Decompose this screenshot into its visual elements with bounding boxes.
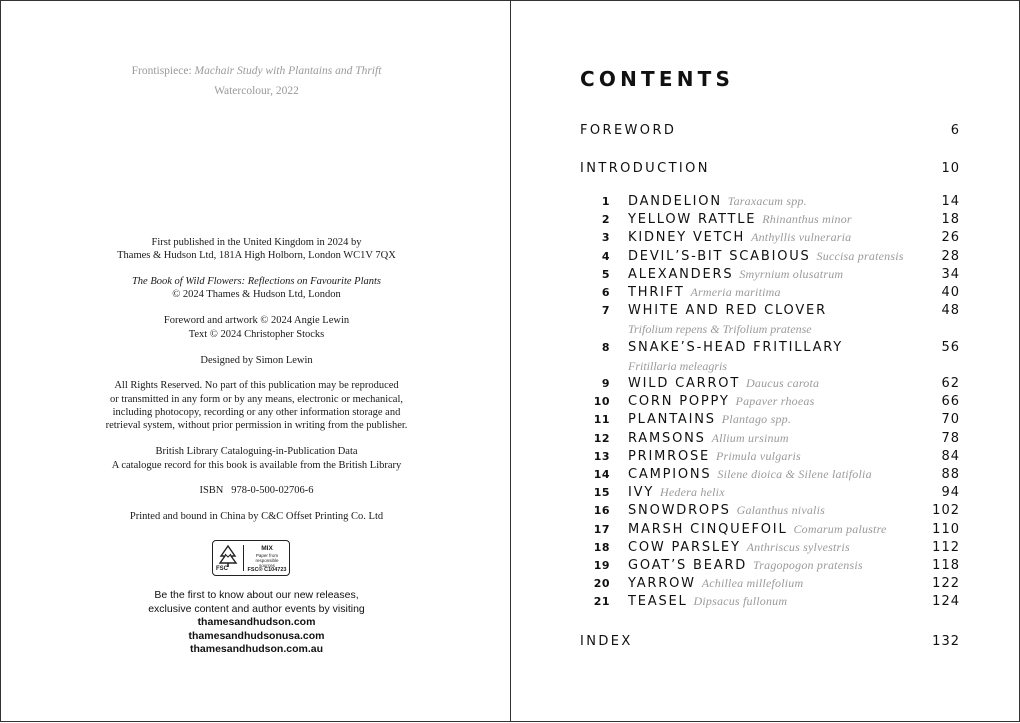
chapter-number: 7 bbox=[601, 304, 610, 318]
credits bbox=[1, 314, 512, 341]
contents-page bbox=[510, 0, 1020, 722]
copyright-line: © 2024 Thames & Hudson Ltd, London bbox=[172, 289, 341, 301]
chapter-common-name: COW PARSLEY bbox=[628, 539, 741, 555]
chapter-number: 18 bbox=[593, 540, 610, 554]
fsc-label bbox=[212, 540, 290, 576]
fsc-divider bbox=[243, 545, 244, 571]
chapter-title bbox=[628, 412, 791, 427]
cip-data bbox=[1, 445, 512, 472]
promo-line-2: exclusive content and author events by visiting bbox=[148, 602, 365, 615]
toc-chapter[interactable] bbox=[580, 467, 960, 485]
toc-foreword[interactable] bbox=[580, 123, 960, 138]
isbn: ISBN 978-0-500-02706-6 bbox=[199, 485, 314, 497]
chapter-common-name: TEASEL bbox=[628, 594, 688, 610]
chapter-latin-name: Rhinanthus minor bbox=[762, 212, 852, 227]
frontispiece-title: Machair Study with Plantains and Thrift bbox=[194, 65, 382, 77]
chapter-number: 4 bbox=[601, 249, 610, 263]
chapter-page: 70 bbox=[941, 412, 960, 428]
chapter-page: 28 bbox=[941, 248, 960, 264]
chapter-page: 14 bbox=[941, 194, 960, 209]
chapter-page: 110 bbox=[932, 521, 960, 537]
chapter-number: 6 bbox=[601, 286, 610, 299]
website-link: thamesandhudson.com bbox=[197, 616, 316, 628]
chapter-common-name: PRIMROSE bbox=[628, 448, 711, 464]
toc-chapter[interactable] bbox=[580, 249, 960, 267]
toc-introduction-page: 10 bbox=[941, 161, 960, 176]
toc-chapter[interactable] bbox=[580, 576, 960, 594]
first-published bbox=[1, 236, 512, 263]
chapter-page: 62 bbox=[941, 376, 960, 391]
chapter-latin-name: Allium ursinum bbox=[711, 430, 789, 445]
chapter-title bbox=[628, 503, 825, 518]
chapter-page: 94 bbox=[941, 485, 960, 501]
chapter-latin-name: Fritillaria meleagris bbox=[628, 358, 727, 373]
toc-index-label: INDEX bbox=[580, 634, 633, 649]
chapter-page: 26 bbox=[941, 230, 960, 246]
foreword-credit: Foreword and artwork © 2024 Angie Lewin bbox=[163, 315, 350, 327]
chapter-page: 118 bbox=[932, 558, 960, 573]
chapter-common-name: SNOWDROPS bbox=[628, 503, 731, 519]
toc-chapter[interactable] bbox=[580, 376, 960, 394]
chapter-title bbox=[628, 285, 781, 300]
chapter-title bbox=[628, 212, 852, 227]
chapter-title bbox=[628, 449, 801, 464]
rights-line-3: including photocopy, recording or any other information storage and bbox=[112, 407, 401, 419]
toc-chapter[interactable] bbox=[580, 485, 960, 503]
chapter-common-name: PLANTAINS bbox=[628, 412, 716, 428]
contents-title: CONTENTS bbox=[580, 67, 735, 91]
frontispiece-prefix: Frontispiece: bbox=[131, 65, 195, 77]
toc-introduction[interactable] bbox=[580, 161, 960, 176]
chapter-number: 20 bbox=[593, 577, 610, 591]
chapter-common-name: SNAKE’S-HEAD FRITILLARY bbox=[628, 339, 844, 355]
first-published-line-2: Thames & Hudson Ltd, 181A High Holborn, London WC1V 7QX bbox=[117, 250, 396, 262]
chapter-page: 84 bbox=[941, 448, 960, 464]
chapter-latin-name: Daucus carota bbox=[746, 376, 820, 390]
chapter-page: 78 bbox=[941, 430, 960, 446]
designer-credit: Designed by Simon Lewin bbox=[200, 354, 313, 366]
frontispiece-title-line bbox=[1, 61, 512, 81]
chapter-title bbox=[628, 522, 887, 537]
chapter-latin-name: Taraxacum spp. bbox=[727, 194, 807, 208]
promo-line-1: Be the first to know about our new releases, bbox=[154, 589, 359, 601]
cip-line-1: British Library Cataloguing-in-Publication Data bbox=[155, 446, 358, 458]
chapter-common-name: THRIFT bbox=[628, 285, 685, 300]
chapter-latin-name: Smyrnium olusatrum bbox=[739, 266, 844, 281]
fsc-code: FSC® C104723 bbox=[247, 567, 287, 573]
chapter-latin-name: Achillea millefolium bbox=[701, 576, 804, 591]
chapter-latin-name: Papaver rhoeas bbox=[735, 394, 815, 409]
chapter-latin-name: Anthriscus sylvestris bbox=[746, 539, 850, 554]
chapter-title bbox=[628, 576, 803, 591]
book-copyright bbox=[1, 275, 512, 302]
chapter-number: 5 bbox=[601, 267, 610, 281]
chapter-page: 18 bbox=[941, 212, 960, 228]
toc-foreword-label: FOREWORD bbox=[580, 123, 677, 138]
toc-introduction-label: INTRODUCTION bbox=[580, 161, 710, 176]
chapter-latin-name: Armeria maritima bbox=[690, 285, 781, 299]
rights-line-4: retrieval system, without prior permission in writing from the publisher. bbox=[105, 420, 408, 432]
chapter-latin-name: Galanthus nivalis bbox=[736, 503, 825, 518]
toc-chapter[interactable] bbox=[580, 303, 960, 321]
toc-chapter[interactable] bbox=[580, 431, 960, 449]
chapter-common-name: CAMPIONS bbox=[628, 467, 712, 482]
chapter-title bbox=[628, 376, 819, 391]
fsc-mark: FSC bbox=[216, 566, 228, 572]
toc-chapter[interactable] bbox=[580, 394, 960, 412]
website-link-usa: thamesandhudsonusa.com bbox=[188, 629, 325, 642]
chapter-common-name: WHITE AND RED CLOVER bbox=[628, 303, 827, 319]
toc-chapter[interactable] bbox=[580, 449, 960, 467]
chapter-common-name: IVY bbox=[628, 485, 655, 501]
chapter-title bbox=[628, 267, 843, 282]
rights-line-1: All Rights Reserved. No part of this publication may be reproduced bbox=[114, 380, 399, 392]
imprint-block bbox=[1, 236, 512, 536]
promo-block bbox=[1, 589, 512, 657]
chapter-page: 56 bbox=[941, 339, 960, 355]
chapter-number: 2 bbox=[601, 213, 610, 227]
toc-chapter[interactable] bbox=[580, 540, 960, 558]
chapter-number: 10 bbox=[593, 395, 610, 409]
chapter-number: 1 bbox=[601, 195, 610, 208]
chapter-common-name: YARROW bbox=[628, 576, 696, 592]
chapter-number: 3 bbox=[601, 231, 610, 245]
chapter-title bbox=[628, 540, 850, 555]
chapter-title bbox=[628, 431, 789, 446]
chapter-title bbox=[628, 249, 904, 264]
toc-chapter[interactable] bbox=[580, 594, 960, 612]
chapter-number: 21 bbox=[593, 595, 610, 609]
fsc-mix: MIX bbox=[261, 545, 273, 552]
toc-chapter[interactable] bbox=[580, 558, 960, 576]
chapter-latin-name: Plantago spp. bbox=[721, 412, 792, 427]
toc-chapter[interactable] bbox=[580, 503, 960, 521]
chapter-title bbox=[628, 394, 814, 409]
chapter-page: 122 bbox=[932, 576, 960, 592]
chapter-common-name: DEVIL’S-BIT SCABIOUS bbox=[628, 248, 811, 264]
chapter-latin-name: Silene dioica & Silene latifolia bbox=[717, 467, 872, 481]
chapter-common-name: WILD CARROT bbox=[628, 376, 741, 391]
chapter-title bbox=[628, 303, 827, 318]
frontispiece-medium: Watercolour, 2022 bbox=[214, 85, 299, 97]
chapter-title bbox=[628, 467, 872, 482]
printed-in: Printed and bound in China by C&C Offset Printing Co. Ltd bbox=[129, 511, 384, 523]
chapter-number: 13 bbox=[593, 449, 610, 463]
fsc-sub: Paper from responsible sources bbox=[255, 553, 279, 568]
chapter-page: 124 bbox=[932, 594, 960, 610]
chapter-page: 102 bbox=[932, 503, 960, 519]
chapter-number: 15 bbox=[593, 486, 610, 500]
chapter-latin-name: Comarum palustre bbox=[793, 521, 887, 536]
chapter-page: 34 bbox=[941, 266, 960, 282]
chapter-common-name: GOAT’S BEARD bbox=[628, 558, 748, 573]
toc-chapter[interactable] bbox=[580, 285, 960, 303]
toc-chapter[interactable] bbox=[580, 522, 960, 540]
chapter-common-name: KIDNEY VETCH bbox=[628, 230, 746, 246]
chapter-common-name: YELLOW RATTLE bbox=[628, 212, 757, 228]
first-published-line-1: First published in the United Kingdom in 2024 by bbox=[151, 237, 362, 248]
chapter-title bbox=[628, 340, 843, 355]
chapter-latin-name: Primula vulgaris bbox=[716, 448, 801, 463]
chapter-page: 88 bbox=[941, 467, 960, 482]
chapter-common-name: RAMSONS bbox=[628, 430, 706, 446]
chapter-common-name: ALEXANDERS bbox=[628, 266, 734, 282]
chapter-number: 9 bbox=[601, 377, 610, 390]
toc-index-page: 132 bbox=[932, 634, 960, 649]
chapter-title bbox=[628, 485, 725, 500]
chapter-title bbox=[628, 594, 787, 609]
chapter-latin-name: Tragopogon pratensis bbox=[753, 558, 863, 572]
chapter-number: 8 bbox=[601, 340, 610, 354]
book-title: The Book of Wild Flowers: Reflections on Favourite Plants bbox=[131, 276, 382, 288]
chapter-page: 66 bbox=[941, 394, 960, 410]
chapter-latin-name: Hedera helix bbox=[660, 485, 725, 500]
chapter-latin-name: Dipsacus fullonum bbox=[693, 594, 788, 609]
chapter-page: 48 bbox=[941, 303, 960, 319]
chapter-common-name: MARSH CINQUEFOIL bbox=[628, 521, 788, 537]
rights-notice bbox=[1, 379, 512, 432]
chapter-title bbox=[628, 194, 807, 209]
chapter-page: 112 bbox=[932, 539, 960, 555]
chapter-number: 17 bbox=[593, 522, 610, 536]
toc-foreword-page: 6 bbox=[950, 123, 960, 138]
chapter-common-name: CORN POPPY bbox=[628, 394, 730, 410]
chapter-latin-name: Trifolium repens & Trifolium pratense bbox=[628, 322, 812, 337]
chapter-title bbox=[628, 558, 863, 573]
cip-line-2: A catalogue record for this book is available from the British Library bbox=[111, 459, 402, 471]
toc-chapter[interactable] bbox=[580, 212, 960, 230]
frontispiece-caption bbox=[1, 61, 512, 101]
chapter-common-name: DANDELION bbox=[628, 194, 722, 209]
chapter-number: 12 bbox=[593, 431, 610, 445]
website-link-au: thamesandhudson.com.au bbox=[189, 643, 324, 655]
chapter-page: 40 bbox=[941, 285, 960, 300]
toc-index[interactable] bbox=[580, 634, 960, 649]
toc-chapter[interactable] bbox=[580, 340, 960, 358]
chapter-latin-name: Anthyllis vulneraria bbox=[751, 230, 852, 245]
chapter-number: 11 bbox=[593, 413, 610, 427]
toc-chapter[interactable] bbox=[580, 412, 960, 430]
toc-chapter[interactable] bbox=[580, 267, 960, 285]
chapter-number: 16 bbox=[593, 504, 610, 518]
rights-line-2: or transmitted in any form or by any means, electronic or mechanical, bbox=[109, 393, 404, 405]
toc-chapter[interactable] bbox=[580, 230, 960, 248]
toc-chapter[interactable] bbox=[580, 194, 960, 212]
chapter-latin-name: Succisa pratensis bbox=[816, 248, 904, 263]
chapter-title bbox=[628, 230, 851, 245]
text-credit: Text © 2024 Christopher Stocks bbox=[188, 328, 325, 340]
chapter-number: 14 bbox=[593, 468, 610, 481]
chapter-number: 19 bbox=[593, 559, 610, 572]
